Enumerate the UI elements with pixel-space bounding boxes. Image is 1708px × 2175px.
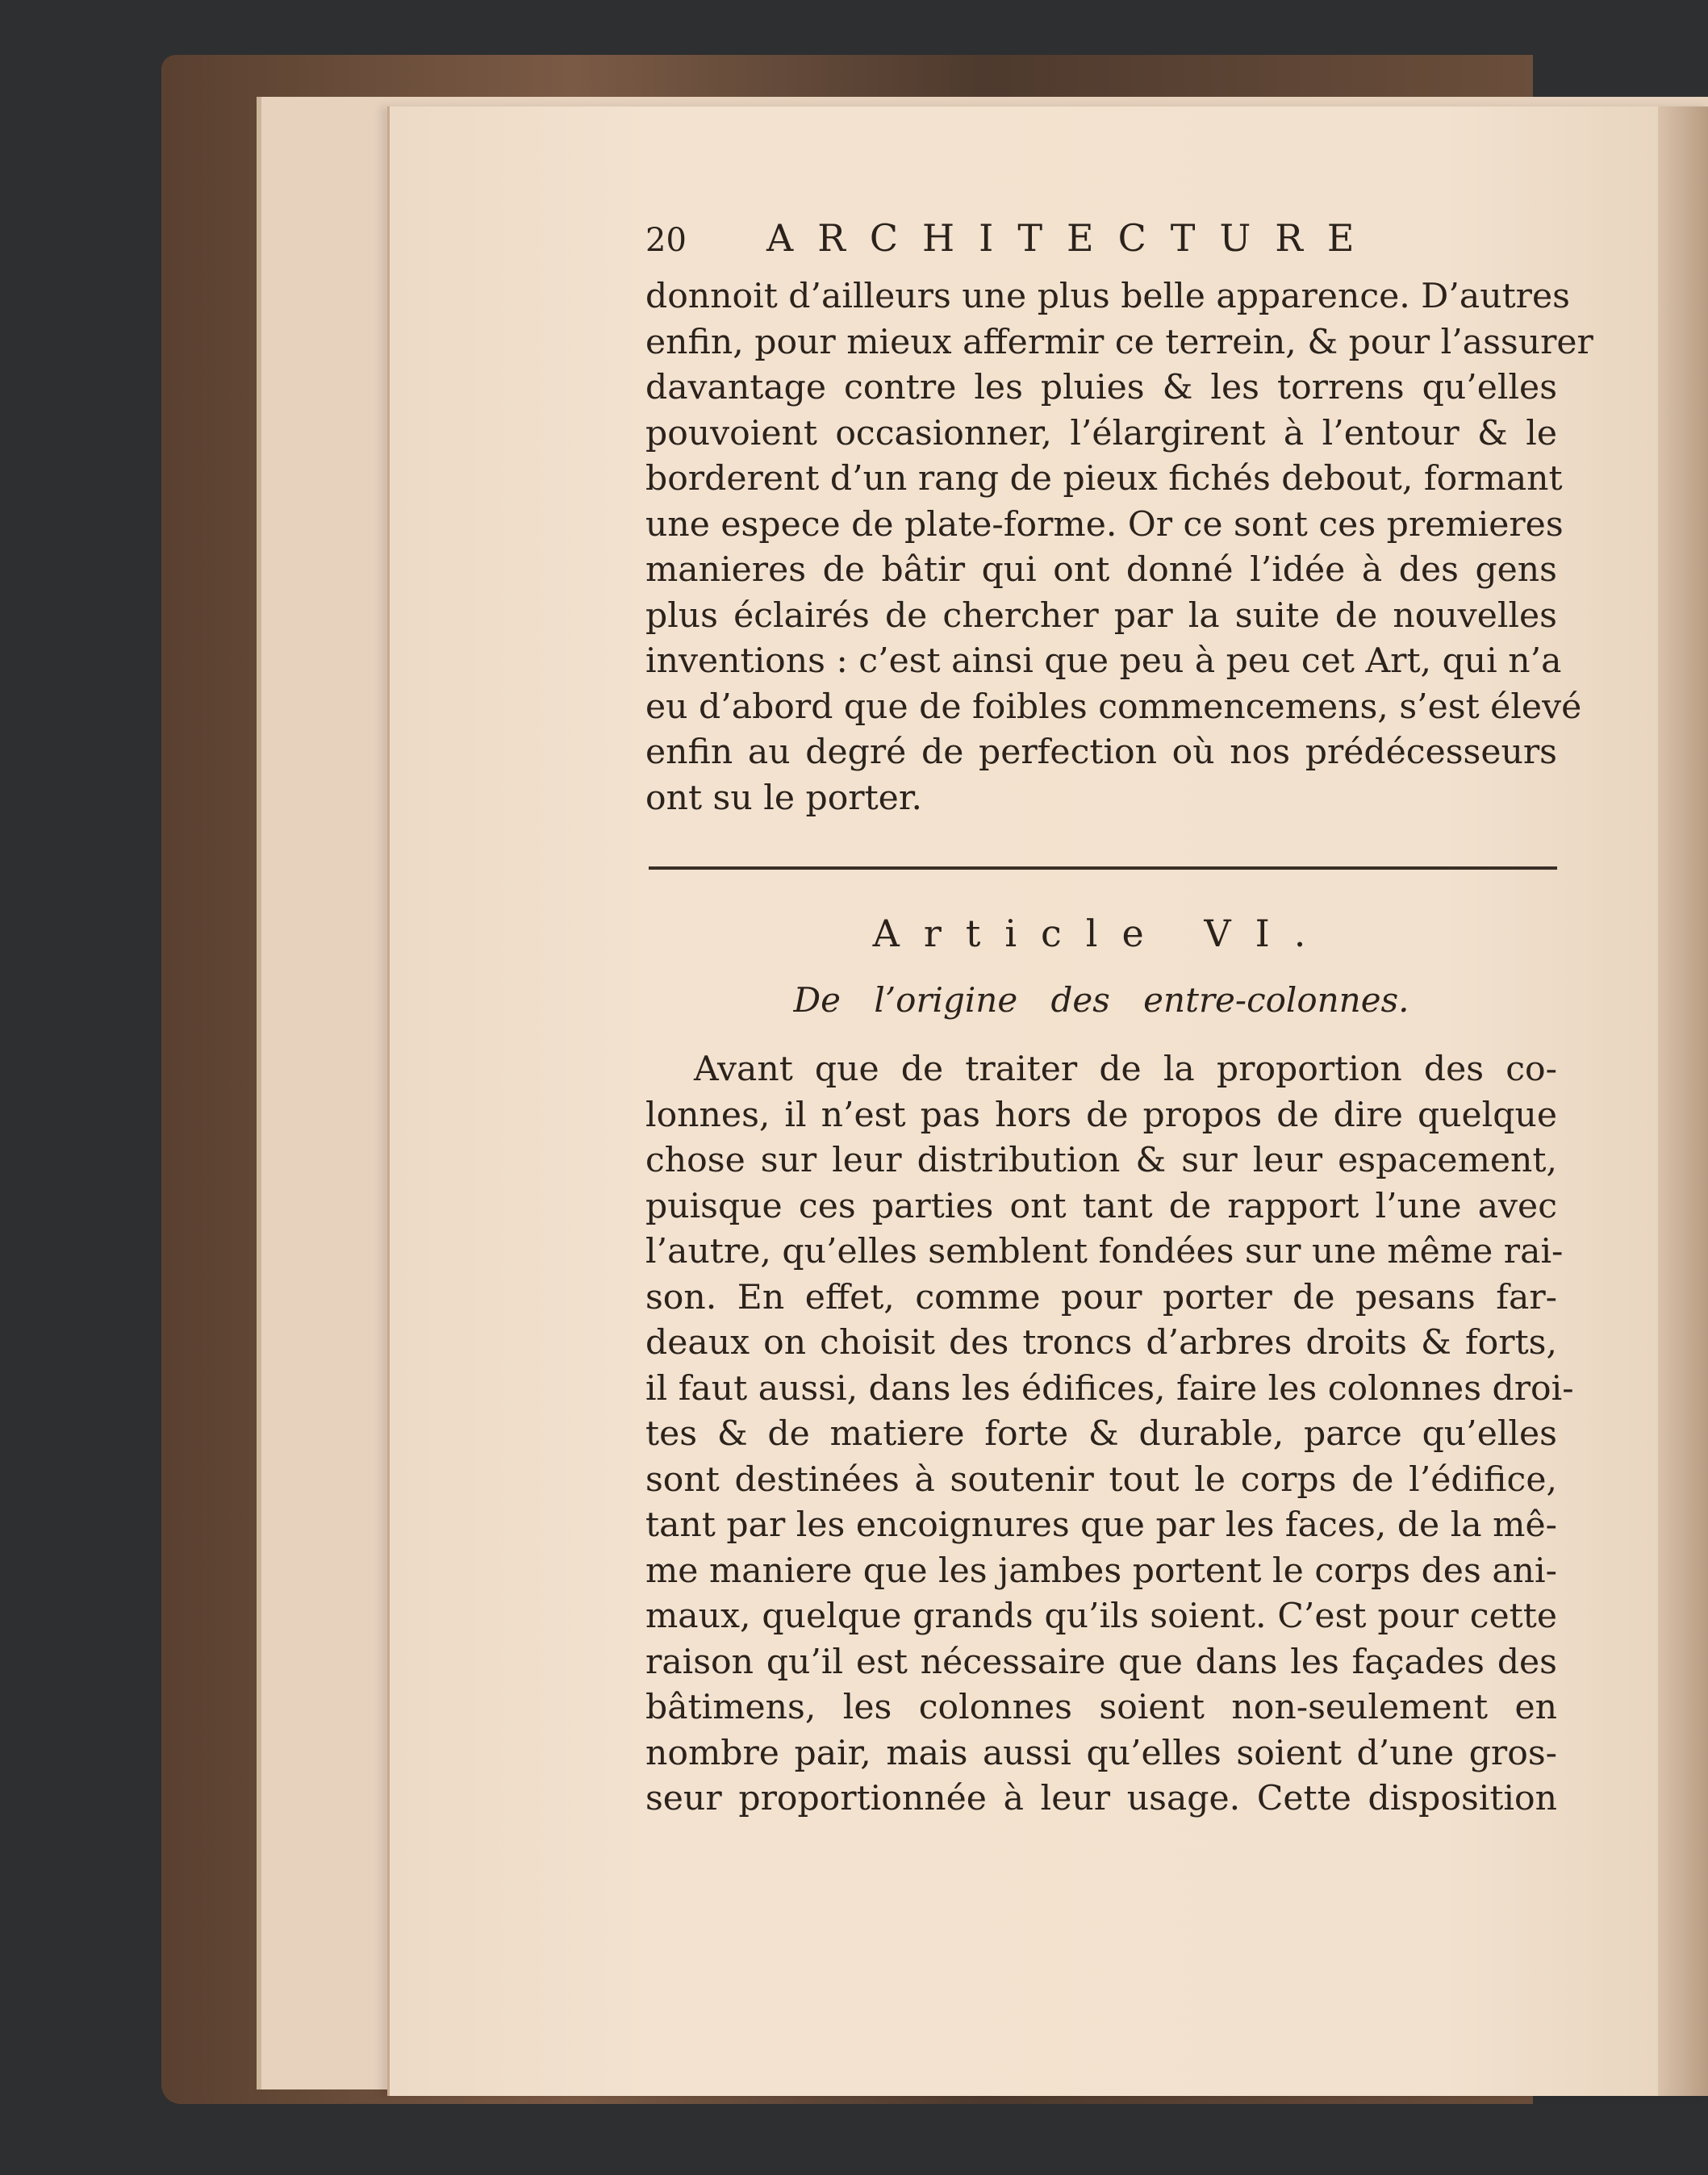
text-line: plus éclairés de chercher par la suite de nouvelles bbox=[645, 595, 1557, 636]
book-gutter bbox=[1658, 106, 1708, 2096]
text-line: deaux on choisit des troncs d’arbres droits & forts, bbox=[645, 1323, 1557, 1363]
text-line: manieres de bâtir qui ont donné l’idée à des gens bbox=[645, 550, 1557, 590]
text-line: nombre pair, mais aussi qu’elles soient d’une gros- bbox=[645, 1733, 1557, 1773]
article-subheading: De l’origine des entre-colonnes. bbox=[793, 980, 1409, 1020]
paragraph-article bbox=[645, 1047, 1574, 1822]
text-line: chose sur leur distribution & sur leur espacement, bbox=[645, 1141, 1557, 1180]
text-line: Avant que de traiter de la proportion des co- bbox=[694, 1050, 1557, 1089]
text-line: raison qu’il est nécessaire que dans les façades des bbox=[645, 1642, 1557, 1682]
page-number: 20 bbox=[645, 222, 687, 259]
text-line: bâtimens, les colonnes soient non-seulement en bbox=[645, 1688, 1557, 1727]
paragraph-continued bbox=[645, 274, 1593, 821]
text-line: davantage contre les pluies & les torrens qu’elles bbox=[645, 368, 1557, 407]
text-line: maux, quelque grands qu’ils soient. C’est pour cette bbox=[645, 1597, 1557, 1636]
text-line: lonnes, il n’est pas hors de propos de dire quelque bbox=[645, 1095, 1557, 1135]
text-line: borderent d’un rang de pieux fichés debout, formant bbox=[645, 459, 1563, 499]
text-line: me maniere que les jambes portent le corps des ani- bbox=[645, 1551, 1557, 1591]
running-head: ARCHITECTURE bbox=[766, 216, 1379, 260]
text-line: donnoit d’ailleurs une plus belle apparence. D’autres bbox=[645, 277, 1570, 316]
text-line: puisque ces parties ont tant de rapport l’une avec bbox=[645, 1186, 1557, 1226]
text-line: ont su le porter. bbox=[645, 778, 922, 818]
text-line: inventions : c’est ainsi que peu à peu cet Art, qui n’a bbox=[645, 641, 1562, 681]
text-line: son. En effet, comme pour porter de pesans far- bbox=[645, 1277, 1557, 1317]
page-header bbox=[645, 216, 1557, 265]
text-line: enfin au degré de perfection où nos prédécesseurs bbox=[645, 733, 1557, 772]
text-line: eu d’abord que de foibles commencemens, s’est élevé bbox=[645, 687, 1582, 727]
text-line: il faut aussi, dans les édifices, faire les colonnes droi- bbox=[645, 1368, 1574, 1409]
section-rule bbox=[649, 866, 1557, 870]
text-line: seur proportionnée à leur usage. Cette disposition bbox=[645, 1779, 1557, 1818]
text-line: tant par les encoignures que par les faces, de la mê- bbox=[645, 1505, 1557, 1545]
text-line: sont destinées à soutenir tout le corps de l’édifice, bbox=[645, 1459, 1557, 1500]
article-heading: Article VI. bbox=[872, 912, 1330, 955]
text-line: une espece de plate-forme. Or ce sont ces premieres bbox=[645, 504, 1564, 545]
text-line: tes & de matiere forte & durable, parce qu’elles bbox=[645, 1414, 1557, 1454]
text-line: l’autre, qu’elles semblent fondées sur une même rai- bbox=[645, 1232, 1564, 1271]
text-line: pouvoient occasionner, l’élargirent à l’entour & le bbox=[645, 413, 1557, 453]
text-line: enfin, pour mieux affermir ce terrein, & pour l’assurer bbox=[645, 322, 1593, 362]
